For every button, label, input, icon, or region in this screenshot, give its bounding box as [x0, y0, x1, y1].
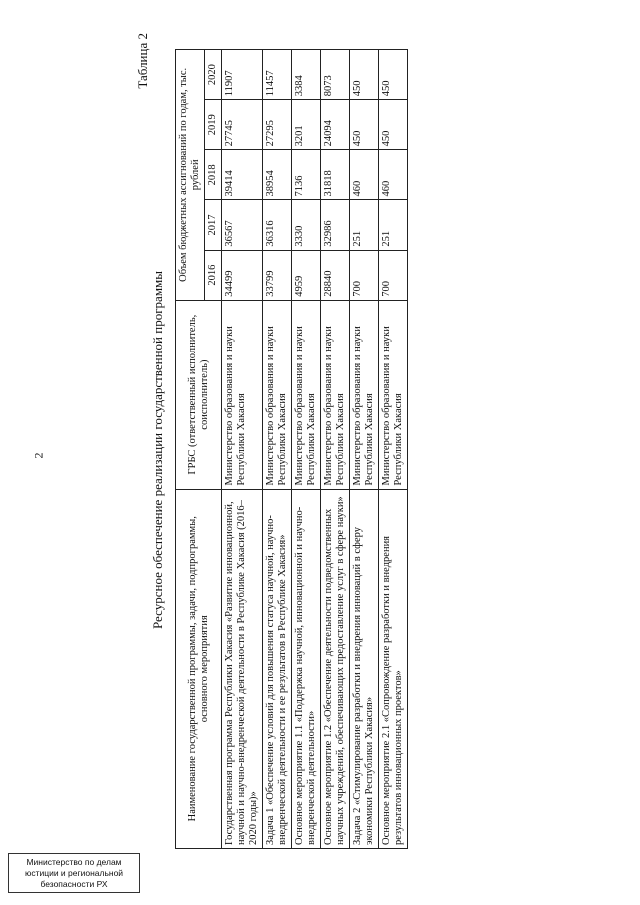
- table-row: [379, 50, 408, 849]
- row-value: 8073: [321, 50, 350, 100]
- row-value: 32986: [321, 200, 350, 250]
- row-name: Задача 2 «Стимулирование разработки и внедрения инноваций в сферу экономики Республики Хакасия»: [350, 489, 379, 848]
- header-year: 2019: [205, 100, 222, 150]
- table-row: [263, 50, 292, 849]
- row-value: 450: [379, 100, 408, 150]
- row-name: Основное мероприятие 2.1 «Сопровождение разработки и внедрения результатов инновационных проектов»: [379, 489, 408, 848]
- row-value: 24094: [321, 100, 350, 150]
- row-value: 33799: [263, 250, 292, 300]
- row-grbs: Министерство образования и науки Республики Хакасия: [263, 300, 292, 489]
- page-number: 2: [31, 452, 46, 459]
- rotated-table-frame: [135, 25, 505, 875]
- row-value: 251: [379, 200, 408, 250]
- stamp-line: юстиции и региональной: [24, 868, 124, 878]
- header-year: 2020: [205, 50, 222, 100]
- row-value: 251: [350, 200, 379, 250]
- row-value: 3201: [292, 100, 321, 150]
- row-value: 450: [350, 100, 379, 150]
- table-row: [321, 50, 350, 849]
- row-value: 700: [379, 250, 408, 300]
- row-grbs: Министерство образования и науки Республики Хакасия: [292, 300, 321, 489]
- row-grbs: Министерство образования и науки Республики Хакасия: [222, 300, 263, 489]
- row-value: 31818: [321, 150, 350, 200]
- row-value: 28840: [321, 250, 350, 300]
- row-value: 460: [350, 150, 379, 200]
- header-year: 2018: [205, 150, 222, 200]
- row-value: 460: [379, 150, 408, 200]
- resource-table: [175, 49, 408, 849]
- row-value: 7136: [292, 150, 321, 200]
- row-value: 3384: [292, 50, 321, 100]
- row-value: 36316: [263, 200, 292, 250]
- row-value: 11907: [222, 50, 263, 100]
- row-name: Задача 1 «Обеспечение условий для повышения статуса научной, научно-внедренческой деятельности и ее результатов в Республике Хакасия»: [263, 489, 292, 848]
- row-value: 4959: [292, 250, 321, 300]
- row-value: 38954: [263, 150, 292, 200]
- table-title: Ресурсное обеспечение реализации государственной программы: [150, 270, 165, 630]
- stamp-line: безопасности РХ: [40, 879, 108, 889]
- row-value: 450: [379, 50, 408, 100]
- row-value: 11457: [263, 50, 292, 100]
- row-value: 3330: [292, 200, 321, 250]
- header-year: 2017: [205, 200, 222, 250]
- row-value: 36567: [222, 200, 263, 250]
- row-grbs: Министерство образования и науки Республики Хакасия: [379, 300, 408, 489]
- table-row: [222, 50, 263, 849]
- row-name: Государственная программа Республики Хакасия «Развитие инновационной, научной и научно-внедренческой деятельности в Республике Хакасия (2016–2020 годы)»: [222, 489, 263, 848]
- row-value: 39414: [222, 150, 263, 200]
- header-volume: Объем бюджетных ассигнований по годам, тыс. рублей: [176, 50, 205, 301]
- row-grbs: Министерство образования и науки Республики Хакасия: [321, 300, 350, 489]
- row-value: 34499: [222, 250, 263, 300]
- row-grbs: Министерство образования и науки Республики Хакасия: [350, 300, 379, 489]
- stamp-line: Министерство по делам: [26, 857, 122, 867]
- row-name: Основное мероприятие 1.1 «Поддержка научной, инновационной и научно-внедренческой деятельности»: [292, 489, 321, 848]
- row-value: 450: [350, 50, 379, 100]
- table-label: Таблица 2: [135, 33, 150, 89]
- header-name: Наименование государственной программы, задачи, подпрограммы, основного мероприятия: [176, 489, 222, 848]
- row-name: Основное мероприятие 1.2 «Обеспечение деятельности подведомственных научных учреждений, обеспечивающих предоставление услуг в сфере науки»: [321, 489, 350, 848]
- header-grbs: ГРБС (ответственный исполнитель, соисполнитель): [176, 300, 222, 489]
- registration-stamp: [8, 853, 140, 893]
- header-year: 2016: [205, 250, 222, 300]
- row-value: 27295: [263, 100, 292, 150]
- table-row: [350, 50, 379, 849]
- row-value: 700: [350, 250, 379, 300]
- table-row: [292, 50, 321, 849]
- row-value: 27745: [222, 100, 263, 150]
